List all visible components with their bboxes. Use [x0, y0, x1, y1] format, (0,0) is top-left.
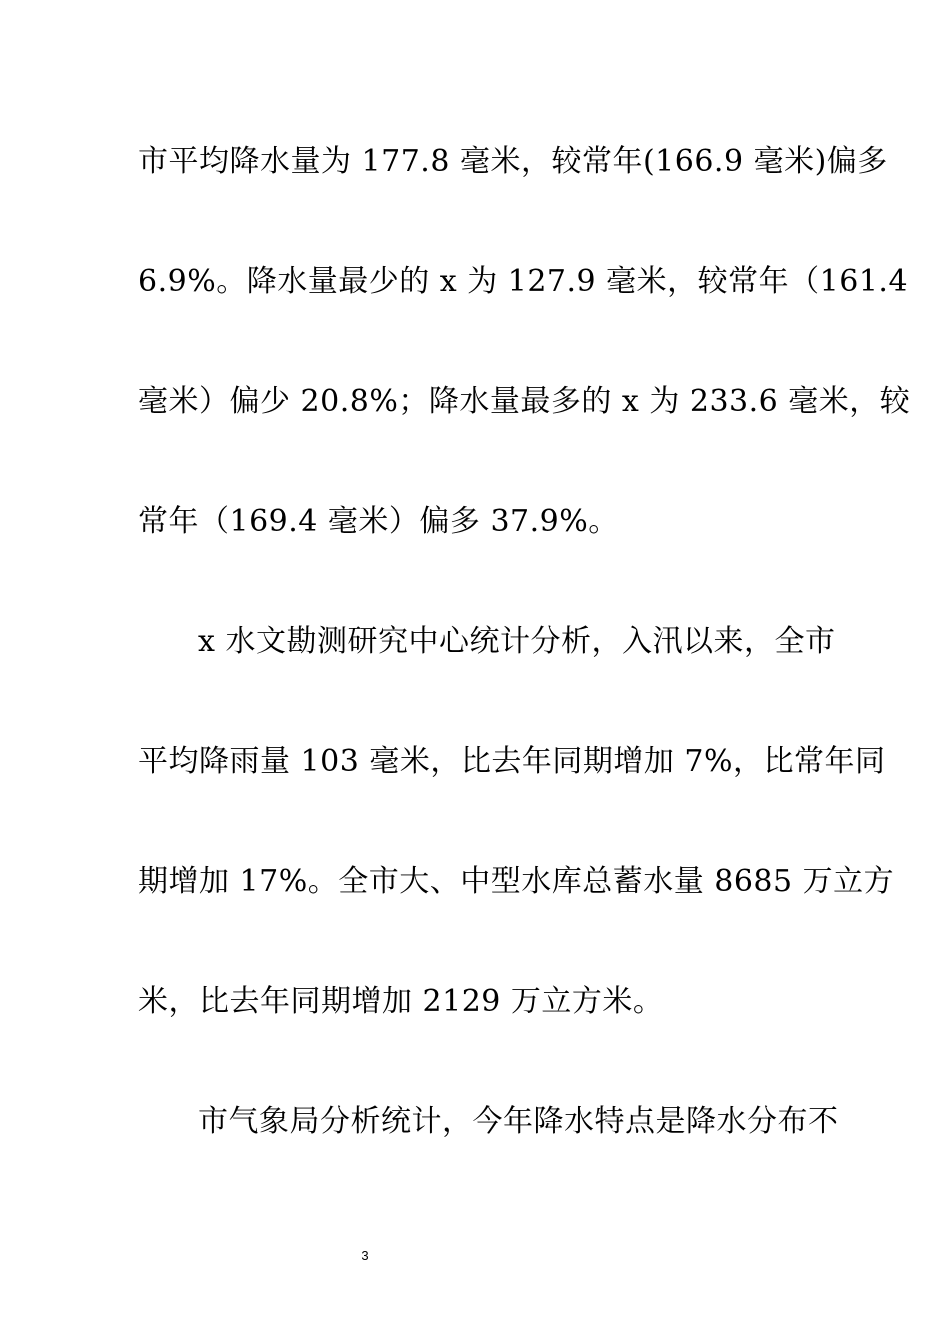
text-line-7: 期增加 17%。全市大、中型水库总蓄水量 8685 万立方	[138, 864, 895, 899]
page-number: 3	[361, 1248, 369, 1263]
text-line-6: 平均降雨量 103 毫米，比去年同期增加 7%，比常年同	[138, 744, 886, 779]
text-line-3: 毫米）偏少 20.8%；降水量最多的 x 为 233.6 毫米，较	[138, 384, 911, 419]
text-line-2: 6.9%。降水量最少的 x 为 127.9 毫米，较常年（161.4	[138, 264, 909, 299]
text-line-9: 市气象局分析统计，今年降水特点是降水分布不	[198, 1104, 839, 1139]
text-line-8: 米，比去年同期增加 2129 万立方米。	[138, 984, 664, 1019]
text-line-4: 常年（169.4 毫米）偏多 37.9%。	[138, 504, 619, 539]
text-line-1: 市平均降水量为 177.8 毫米，较常年(166.9 毫米)偏多	[138, 144, 888, 179]
text-line-5: x 水文勘测研究中心统计分析，入汛以来，全市	[198, 624, 836, 659]
